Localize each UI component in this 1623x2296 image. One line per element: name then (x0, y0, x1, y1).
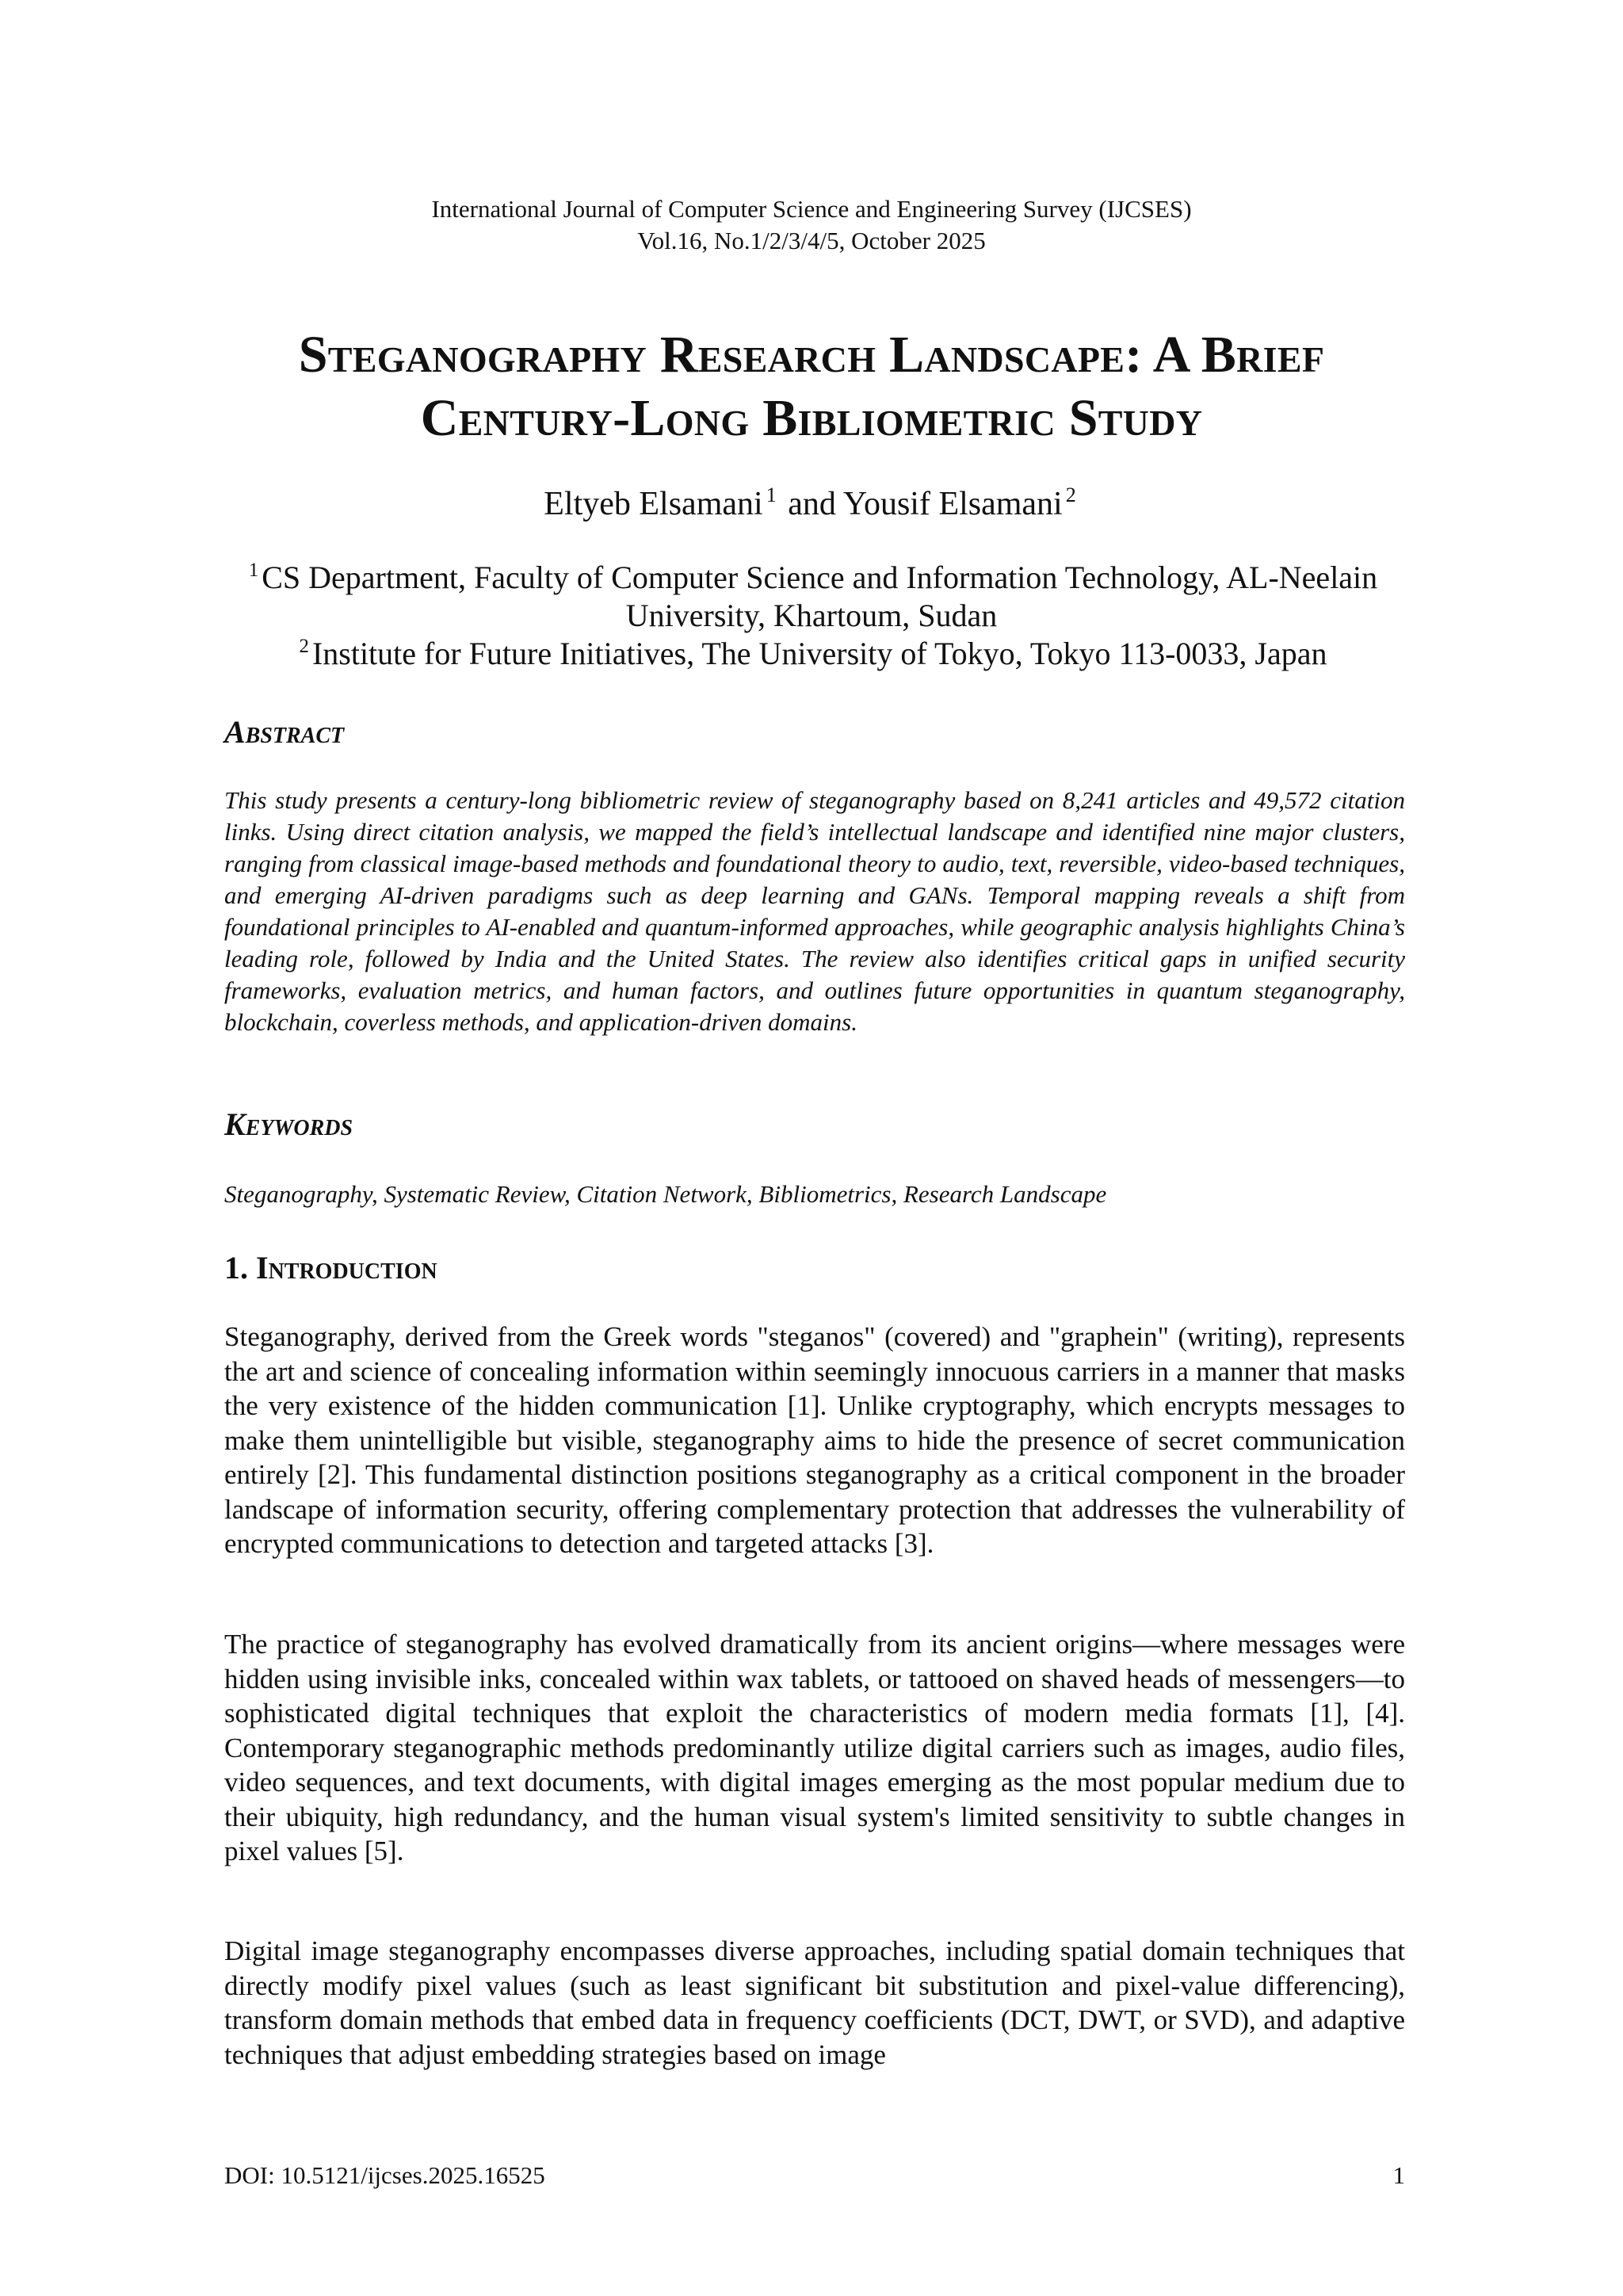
abstract-heading: Abstract (224, 714, 345, 750)
footer-doi: DOI: 10.5121/ijcses.2025.16525 (224, 2161, 545, 2189)
affiliation-marker: 2 (299, 636, 309, 658)
body-paragraph: Steganography, derived from the Greek words "steganos" (covered) and "graphein" (writing), represents the art and science of concealing information within seemingly innocuous carriers in a manner that masks the very existence of the hidden communication [1]. Unlike cryptography, which encrypts messages to make them unintelligible but visible, steganography aims to hide the presence of secret communication entirely [2]. This fundamental distinction positions steganography as a critical component in the broader landscape of information security, offering complementary protection that addresses the vulnerability of encrypted communications to detection and targeted attacks [3]. (224, 1321, 1405, 1559)
affiliation-1-continued: University, Khartoum, Sudan (625, 598, 998, 633)
affiliation-text: Institute for Future Initiatives, The University of Tokyo, Tokyo 113-0033, Japan (311, 636, 1327, 671)
author-affiliation-marker: 1 (766, 483, 777, 507)
paper-title (0, 323, 1623, 450)
keywords-heading: Keywords (224, 1106, 353, 1142)
author-list (0, 483, 1623, 525)
journal-name: International Journal of Computer Science and Engineering Survey (IJCSES) (431, 195, 1192, 223)
author-name: Eltyeb Elsamani (544, 486, 763, 522)
affiliation-marker: 1 (248, 560, 259, 582)
affiliation-list (0, 559, 1623, 673)
abstract-text: This study presents a century-long bibliometric review of steganography based on 8,241 articles and 49,572 citation links. Using direct citation analysis, we mapped the field’s intellectual landscape and identified nine major clusters, ranging from classical image-based methods and foundational theory to audio, text, reversible, video-based techniques, and emerging AI-driven paradigms such as deep learning and GANs. Temporal mapping reveals a shift from foundational principles to AI-enabled and quantum-informed approaches, while geographic analysis highlights China’s leading role, followed by India and the United States. The review also identifies critical gaps in unified security frameworks, evaluation metrics, and human factors, and outlines future opportunities in quantum steganography, blockchain, coverless methods, and application-driven domains. (224, 786, 1405, 1036)
affiliation-1 (0, 559, 1623, 597)
body-paragraph: The practice of steganography has evolved dramatically from its ancient origins—where messages were hidden using invisible inks, concealed within wax tablets, or tattooed on shaved heads of messengers—to sophisticated digital techniques that exploit the characteristics of modern media formats [1], [4]. Contemporary steganographic methods predominantly utilize digital carriers such as images, audio files, video sequences, and text documents, with digital images emerging as the most popular medium due to their ubiquity, high redundancy, and the human visual system's limited sensitivity to subtle changes in pixel values [5]. (224, 1629, 1405, 1866)
paper-title-line-1: Steganography Research Landscape: A Brief (298, 326, 1325, 384)
author-affiliation-marker: 2 (1065, 483, 1076, 507)
paper-title-line-2: Century-Long Bibliometric Study (420, 389, 1203, 447)
author-name: Yousif Elsamani (842, 486, 1063, 522)
journal-header (0, 193, 1623, 257)
affiliation-text: CS Department, Faculty of Computer Science and Information Technology, AL-Neelain (262, 560, 1378, 595)
keywords-text: Steganography, Systematic Review, Citation Network, Bibliometrics, Research Landscape (224, 1180, 1107, 1208)
journal-volume: Vol.16, No.1/2/3/4/5, October 2025 (637, 227, 986, 254)
introduction-heading: 1. Introduction (224, 1250, 437, 1286)
page-number: 1 (1392, 2161, 1405, 2189)
author-conjunction: and (788, 486, 836, 522)
body-paragraph: Digital image steganography encompasses diverse approaches, including spatial domain techniques that directly modify pixel values (such as least significant bit substitution and pixel-value differencing), transform domain methods that embed data in frequency coefficients (DCT, DWT, or SVD), and adaptive techniques that adjust embedding strategies based on image (224, 1935, 1405, 2070)
affiliation-2 (0, 635, 1623, 673)
